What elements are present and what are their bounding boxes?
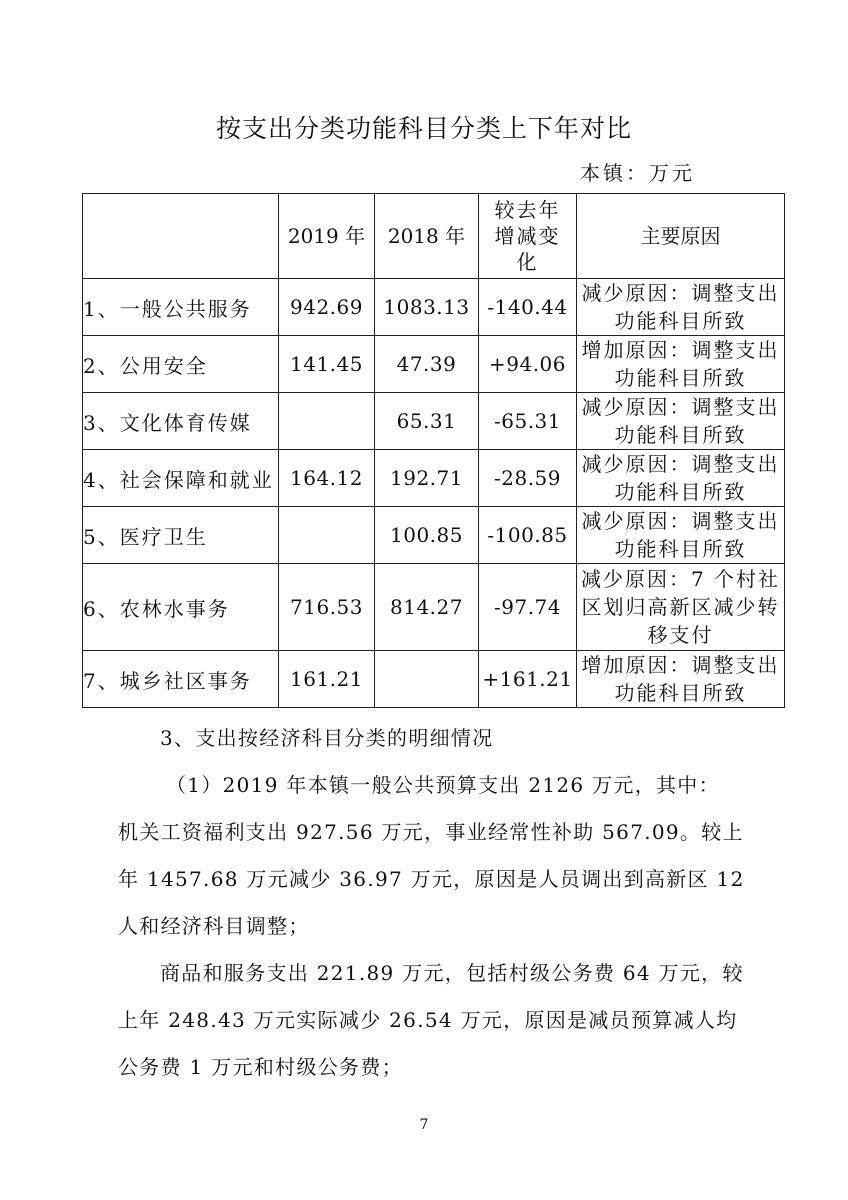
paragraph-line: 商品和服务支出 221.89 万元，包括村级公务费 64 万元，较	[160, 961, 744, 985]
row-value-2018: 814.27	[375, 564, 479, 651]
paragraph-line: 人和经济科目调整；	[118, 914, 310, 938]
paragraph-line: 年 1457.68 万元减少 36.97 万元，原因是人员调出到高新区 12	[118, 867, 745, 891]
unit-label: 本镇：万元	[580, 161, 695, 185]
table-row	[83, 279, 785, 336]
comparison-table	[82, 193, 785, 708]
row-value-2018: 47.39	[375, 336, 479, 393]
row-category: 6、农林水事务	[83, 564, 279, 651]
table-header-row	[83, 194, 785, 279]
row-value-2018	[375, 651, 479, 708]
table-row	[83, 393, 785, 450]
header-blank	[83, 194, 279, 279]
row-category: 5、医疗卫生	[83, 507, 279, 564]
row-change: +161.21	[479, 651, 577, 708]
header-2018: 2018 年	[375, 194, 479, 279]
table-row	[83, 651, 785, 708]
header-reason: 主要原因	[577, 194, 785, 279]
table-row	[83, 336, 785, 393]
table-row	[83, 564, 785, 651]
row-reason: 减少原因：调整支出功能科目所致	[577, 507, 785, 564]
page-number: 7	[419, 1117, 429, 1133]
row-change: -97.74	[479, 564, 577, 651]
row-reason: 减少原因：调整支出功能科目所致	[577, 279, 785, 336]
row-reason: 减少原因：调整支出功能科目所致	[577, 393, 785, 450]
row-value-2019	[279, 507, 375, 564]
row-value-2018: 65.31	[375, 393, 479, 450]
row-change: -65.31	[479, 393, 577, 450]
row-category: 4、社会保障和就业	[83, 450, 279, 507]
row-change: -100.85	[479, 507, 577, 564]
row-value-2018: 192.71	[375, 450, 479, 507]
row-value-2019: 161.21	[279, 651, 375, 708]
row-value-2019	[279, 393, 375, 450]
row-reason: 增加原因：调整支出功能科目所致	[577, 336, 785, 393]
row-value-2018: 1083.13	[375, 279, 479, 336]
table-row	[83, 450, 785, 507]
row-category: 7、城乡社区事务	[83, 651, 279, 708]
row-value-2018: 100.85	[375, 507, 479, 564]
row-value-2019: 716.53	[279, 564, 375, 651]
row-category: 3、文化体育传媒	[83, 393, 279, 450]
row-change: -140.44	[479, 279, 577, 336]
section-heading: 3、支出按经济科目分类的明细情况	[160, 726, 494, 750]
table-row	[83, 507, 785, 564]
row-value-2019: 164.12	[279, 450, 375, 507]
row-change: -28.59	[479, 450, 577, 507]
row-value-2019: 141.45	[279, 336, 375, 393]
row-reason: 减少原因：调整支出功能科目所致	[577, 450, 785, 507]
header-change: 较去年增减变化	[479, 194, 577, 279]
row-reason: 增加原因：调整支出功能科目所致	[577, 651, 785, 708]
header-2019: 2019 年	[279, 194, 375, 279]
page-title: 按支出分类功能科目分类上下年对比	[215, 114, 632, 143]
row-value-2019: 942.69	[279, 279, 375, 336]
paragraph-line: 机关工资福利支出 927.56 万元，事业经常性补助 567.09。较上	[118, 820, 744, 844]
paragraph-line: （1）2019 年本镇一般公共预算支出 2126 万元，其中：	[166, 773, 720, 797]
row-reason: 减少原因：7 个村社区划归高新区减少转移支付	[577, 564, 785, 651]
row-category: 2、公用安全	[83, 336, 279, 393]
paragraph-line: 公务费 1 万元和村级公务费；	[118, 1055, 403, 1079]
paragraph-line: 上年 248.43 万元实际减少 26.54 万元，原因是减员预算减人均	[118, 1008, 738, 1032]
row-change: +94.06	[479, 336, 577, 393]
row-category: 1、一般公共服务	[83, 279, 279, 336]
